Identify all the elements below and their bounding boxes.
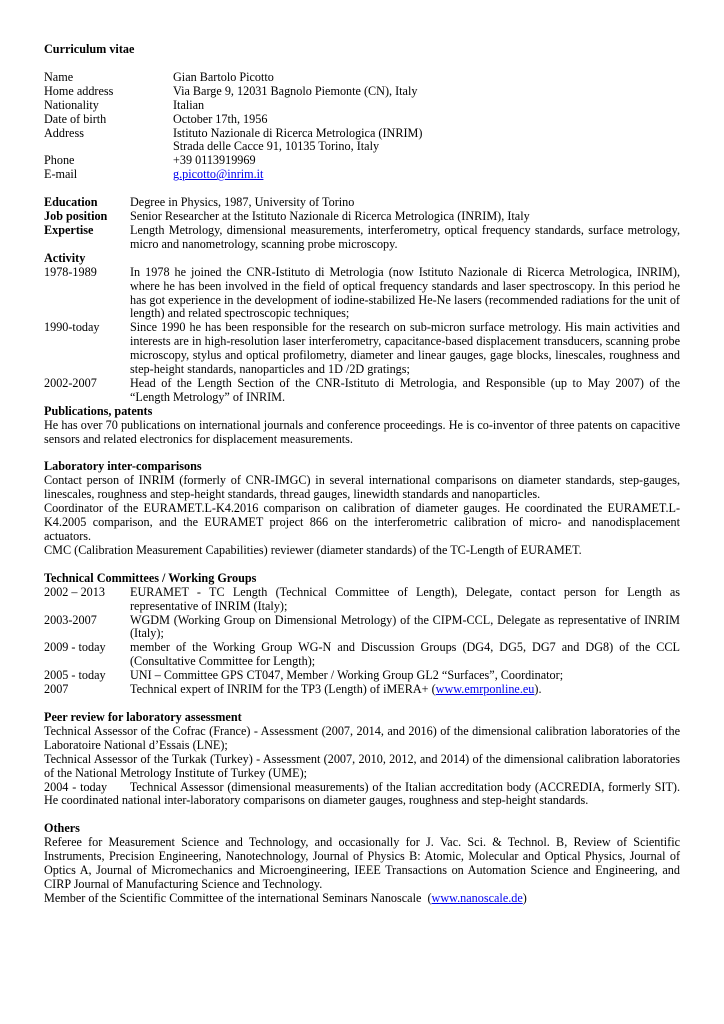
section-heading: Laboratory inter-comparisons: [44, 459, 202, 474]
paragraph: 2004 - today Technical Assessor (dimensional measurements) of the Italian accreditation body (ACCREDIA, formerly SIT). He coordinated national inter-laboratory comparisons on diameter gauges, roughness and step-height standards.: [44, 779, 684, 808]
membership-tail: ): [522, 890, 527, 905]
committee-item: [44, 641, 680, 669]
value: October 17th, 1956: [173, 111, 268, 126]
summary-section: [44, 196, 680, 252]
personal-row-phone: [44, 154, 680, 168]
address-line-1: Istituto Nazionale di Ricerca Metrologica (INRIM): [173, 125, 423, 140]
label: Education: [44, 195, 98, 210]
paragraph: Contact person of INRIM (formerly of CNR-IMGC) in several international comparisons on diameter standards, step-gauges, linescales, roughness and step-height standards, thread gauges, linewidth standards and nanoparticles.: [44, 473, 680, 502]
summary-row-education: [44, 196, 680, 210]
value: +39 0113919969: [173, 153, 256, 168]
value: Via Barge 9, 12031 Bagnolo Piemonte (CN), Italy: [173, 83, 418, 98]
activity-item: [44, 321, 680, 377]
paragraph: He has over 70 publications on international journals and conference proceedings. He is co-inventor of three patents on capacitive sensors and related electronics for displacement measurements.: [44, 417, 680, 446]
description: UNI – Committee GPS CT047, Member / Working Group GL2 “Surfaces”, Coordinator;: [130, 668, 564, 683]
paragraph: CMC (Calibration Measurement Capabilities) reviewer (diameter standards) of the TC-Length of EURAMET.: [44, 542, 582, 557]
personal-row-home-address: [44, 85, 680, 99]
period: 1990-today: [44, 320, 100, 335]
paragraph: Technical Assessor of the Turkak (Turkey) - Assessment (2007, 2010, 2012, and 2014) of the dimensional calibration laboratories of the National Metrology Institute of Turkey (UME);: [44, 751, 680, 780]
document-title: Curriculum vitae: [44, 42, 135, 56]
value: [173, 168, 680, 182]
label: Address: [44, 125, 84, 140]
label: Phone: [44, 153, 75, 168]
paragraph: Technical Assessor of the Cofrac (France) - Assessment (2007, 2014, and 2016) of the dimensional calibration laboratories of the Laboratoire National d’Essais (LNE);: [44, 723, 680, 752]
period: 2005 - today: [44, 668, 106, 683]
description: WGDM (Working Group on Dimensional Metrology) of the CIPM-CCL, Delegate as representative of INRIM (Italy);: [130, 612, 680, 641]
period: 1978-1989: [44, 264, 97, 279]
period: 2009 - today: [44, 640, 106, 655]
committees-section: [44, 572, 680, 697]
label: Name: [44, 69, 74, 84]
cv-document: [44, 42, 684, 906]
section-heading: Technical Committees / Working Groups: [44, 570, 257, 585]
publications-section: [44, 405, 680, 447]
committee-item: [44, 586, 680, 614]
summary-row-job-position: [44, 210, 680, 224]
period: 2003-2007: [44, 612, 97, 627]
committee-item: [44, 669, 680, 683]
personal-row-name: [44, 71, 680, 85]
value: Length Metrology, dimensional measurements, interferometry, optical frequency standards, surface metrology, micro and nanometrology, scanning probe microscopy.: [130, 222, 680, 251]
value: Italian: [173, 97, 205, 112]
committee-item: [44, 614, 680, 642]
description: member of the Working Group WG-N and Discussion Groups (DG4, DG5, DG7 and DG8) of the CCL (Consultative Committee for Length);: [130, 640, 680, 669]
section-heading: Activity: [44, 250, 86, 265]
period: 2007: [44, 682, 69, 697]
activity-item: [44, 266, 680, 322]
membership-line: [44, 892, 680, 906]
description: [130, 683, 680, 697]
others-section: [44, 822, 680, 905]
paragraph: Referee for Measurement Science and Technology, and occasionally for J. Vac. Sci. & Technol. B, Review of Scientific Instruments, Precision Engineering, Nanotechnology, Journal of Physics B: Atomic, Molecular and Optical Physics, Journal of Optics A, Journal of Micromechanics and Microengineering, IEEE Transactions on Automation Science and Engineering, and CIRP Journal of Manufacturing Science and Technology.: [44, 835, 680, 891]
description: In 1978 he joined the CNR-Istituto di Metrologia (now Istituto Nazionale di Ricerca Metrologica, INRIM), where he has been involved in the field of optical frequency standards and laser spectroscopy. In this period he has got experience in the development of iodine-stabilized He-Ne lasers (recommended radiations for the unit of length) and related spectroscopic techniques;: [130, 264, 680, 321]
paragraph: Coordinator of the EURAMET.L-K4.2016 comparison on calibration of diameter gauges. He coordinated the EURAMET.L-K4.2005 comparison, and the EURAMET project 866 on the interferometric calibration of micro- and nanodisplacement actuators.: [44, 501, 680, 543]
personal-info: [44, 71, 680, 182]
description: Since 1990 he has been responsible for the research on sub-micron surface metrology. His main activities and interests are in high-resolution laser interferometry, capacitance-based displacement transducers, scanning probe microscopy, stylus and optical profilometry, diameter and linear gauges, gage blocks, linescales, roughness and step-height standards, nanoparticles and 1D /2D gratings;: [130, 320, 680, 377]
value: Senior Researcher at the Istituto Nazionale di Ricerca Metrologica (INRIM), Italy: [130, 209, 530, 224]
period: 2002-2007: [44, 375, 97, 390]
peer-review-section: [44, 709, 684, 808]
description-tail: ).: [534, 682, 542, 697]
label: E-mail: [44, 167, 78, 182]
personal-row-address: [44, 127, 680, 155]
value: Gian Bartolo Picotto: [173, 69, 274, 84]
label: Nationality: [44, 97, 99, 112]
label: Date of birth: [44, 111, 107, 126]
label: Job position: [44, 209, 108, 224]
period: 2002 – 2013: [44, 584, 105, 599]
section-heading: Peer review for laboratory assessment: [44, 709, 242, 724]
nanoscale-link[interactable]: www.nanoscale.de: [431, 890, 523, 905]
value: Degree in Physics, 1987, University of Torino: [130, 195, 355, 210]
address-line-2: Strada delle Cacce 91, 10135 Torino, Italy: [173, 139, 380, 154]
description-text: Technical expert of INRIM for the TP3 (Length) of iMERA+ (: [130, 682, 436, 697]
summary-row-expertise: [44, 224, 680, 252]
section-heading: Others: [44, 821, 80, 836]
membership-text: Member of the Scientific Committee of the international Seminars Nanoscale (: [44, 890, 432, 905]
description: EURAMET - TC Length (Technical Committee of Length), Delegate, contact person for Length as representative of INRIM (Italy);: [130, 584, 680, 613]
activity-item: [44, 377, 680, 405]
section-heading: Publications, patents: [44, 403, 153, 418]
personal-row-date-of-birth: [44, 113, 680, 127]
description: Head of the Length Section of the CNR-Istituto di Metrologia, and Responsible (up to May 2007) of the “Length Metrology” of INRIM.: [130, 375, 680, 404]
committee-item: [44, 683, 680, 697]
value: [173, 127, 680, 155]
personal-row-nationality: [44, 99, 680, 113]
lab-comparisons-section: [44, 460, 680, 557]
email-link[interactable]: g.picotto@inrim.it: [173, 167, 264, 182]
label: Expertise: [44, 222, 94, 237]
activity-section: [44, 252, 680, 405]
personal-row-email: [44, 168, 680, 182]
emrponline-link[interactable]: www.emrponline.eu: [435, 682, 535, 697]
label: Home address: [44, 83, 114, 98]
